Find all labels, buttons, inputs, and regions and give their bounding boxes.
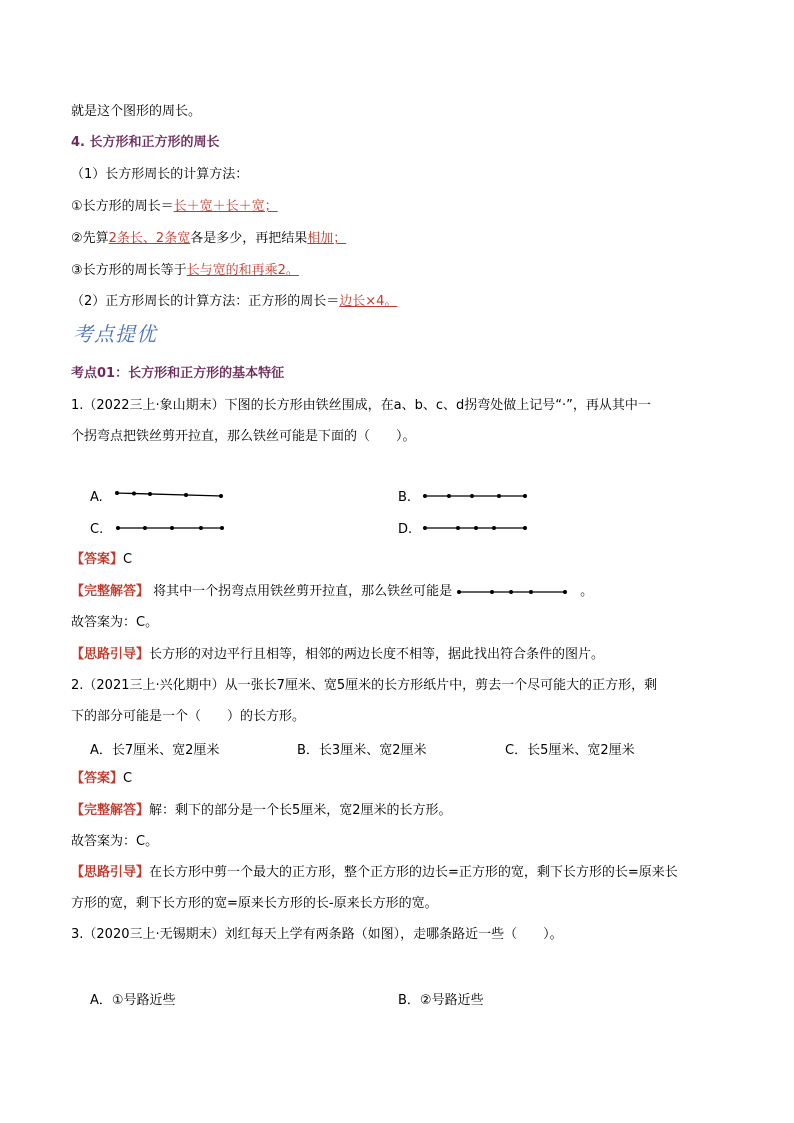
q2-hint-tag: 【思路引导】 xyxy=(71,865,150,880)
section4-item2 xyxy=(71,294,397,310)
method-3 xyxy=(71,263,299,279)
q1-answer xyxy=(71,552,132,568)
q3-line-1: 3.（2020三上·无锡期末）刘红每天上学有两条路（如图），走哪条路近一些（ ）。 xyxy=(71,927,563,942)
q1-option-c-wire xyxy=(115,523,227,533)
q1-option-b-label: B. xyxy=(398,490,412,505)
q1-option-d-wire xyxy=(422,523,530,533)
method-2 xyxy=(71,231,346,247)
q2-solution xyxy=(71,803,452,819)
q1-option-b-wire xyxy=(422,491,530,501)
q2-option-b: B．长3厘米、宽2厘米 xyxy=(297,743,427,758)
q2-answer-value: C xyxy=(123,771,133,786)
square-method-prefix: （2）正方形周长的计算方法：正方形的周长＝ xyxy=(71,294,340,309)
q3-option-a: A．①号路近些 xyxy=(90,993,176,1008)
q1-option-a-wire xyxy=(114,489,226,501)
kaodian-heading: 考点01：长方形和正方形的基本特征 xyxy=(71,366,285,381)
q2-solution-tag: 【完整解答】 xyxy=(71,803,150,818)
q1-conclusion: 故答案为：C。 xyxy=(71,615,159,630)
q1-option-c-label: C. xyxy=(90,522,104,537)
q2-answer-tag: 【答案】 xyxy=(71,771,124,786)
section4-item1-title: （1）长方形周长的计算方法： xyxy=(71,167,249,182)
banner-title: 考点提优 xyxy=(73,322,157,346)
method-1-formula: 长＋宽＋长＋宽； xyxy=(173,199,278,214)
method-2-prefix: ②先算 xyxy=(71,231,109,246)
q2-answer xyxy=(71,771,132,787)
q1-hint-text: 长方形的对边平行且相等，相邻的两边长度不相等，据此找出符合条件的图片。 xyxy=(149,647,605,662)
q1-hint-tag: 【思路引导】 xyxy=(71,647,150,662)
q1-solution xyxy=(71,584,593,600)
q1-solution-tag: 【完整解答】 xyxy=(71,584,150,599)
q2-line-1: 2.（2021三上·兴化期中）从一张长7厘米、宽5厘米的长方形纸片中，剪去一个尽可能大的正方形，剩 xyxy=(71,678,658,693)
q3-option-b: B．②号路近些 xyxy=(398,993,484,1008)
method-3-prefix: ③长方形的周长等于 xyxy=(71,263,187,278)
q2-solution-text: 解：剩下的部分是一个长5厘米，宽2厘米的长方形。 xyxy=(149,803,452,818)
method-2-underline-2: 相加； xyxy=(307,231,347,246)
square-method-formula: 边长×4。 xyxy=(339,294,398,309)
q1-answer-tag: 【答案】 xyxy=(71,552,124,567)
q1-solution-wire xyxy=(456,587,574,597)
q1-hint xyxy=(71,647,604,663)
q1-option-a-label: A. xyxy=(90,490,103,505)
q2-hint xyxy=(71,865,678,881)
q1-solution-text: 将其中一个拐弯点用铁丝剪开拉直，那么铁丝可能是 xyxy=(149,584,453,599)
q2-line-2: 下的部分可能是一个（ ）的长方形。 xyxy=(71,709,306,724)
method-1 xyxy=(71,199,278,215)
q2-hint-text: 在长方形中剪一个最大的正方形，整个正方形的边长=正方形的宽，剩下长方形的长=原来长 xyxy=(149,865,678,880)
q1-line-1: 1.（2022三上·象山期末）下图的长方形由铁丝围成，在a、b、c、d拐弯处做上记号“·”，再从其中一 xyxy=(71,398,651,413)
q1-option-d-label: D. xyxy=(398,522,413,537)
q2-option-c: C．长5厘米、宽2厘米 xyxy=(505,743,635,758)
q2-hint-line-2: 方形的宽，剩下长方形的宽=原来长方形的长-原来长方形的宽。 xyxy=(71,896,438,911)
intro-tail: 就是这个图形的周长。 xyxy=(71,104,202,119)
q2-option-a: A．长7厘米、宽2厘米 xyxy=(90,743,220,758)
method-1-prefix: ①长方形的周长＝ xyxy=(71,199,174,214)
q1-line-2: 个拐弯点把铁丝剪开拉直，那么铁丝可能是下面的（ ）。 xyxy=(71,429,416,444)
q2-conclusion: 故答案为：C。 xyxy=(71,834,159,849)
section-heading-4: 4. 长方形和正方形的周长 xyxy=(71,135,220,150)
q1-answer-value: C xyxy=(123,552,133,567)
method-2-middle: 各是多少，再把结果 xyxy=(190,231,308,246)
q1-solution-end: 。 xyxy=(580,584,594,599)
method-3-formula: 长与宽的和再乘2。 xyxy=(186,263,299,278)
method-2-underline-1: 2条长、2条宽 xyxy=(108,231,191,246)
